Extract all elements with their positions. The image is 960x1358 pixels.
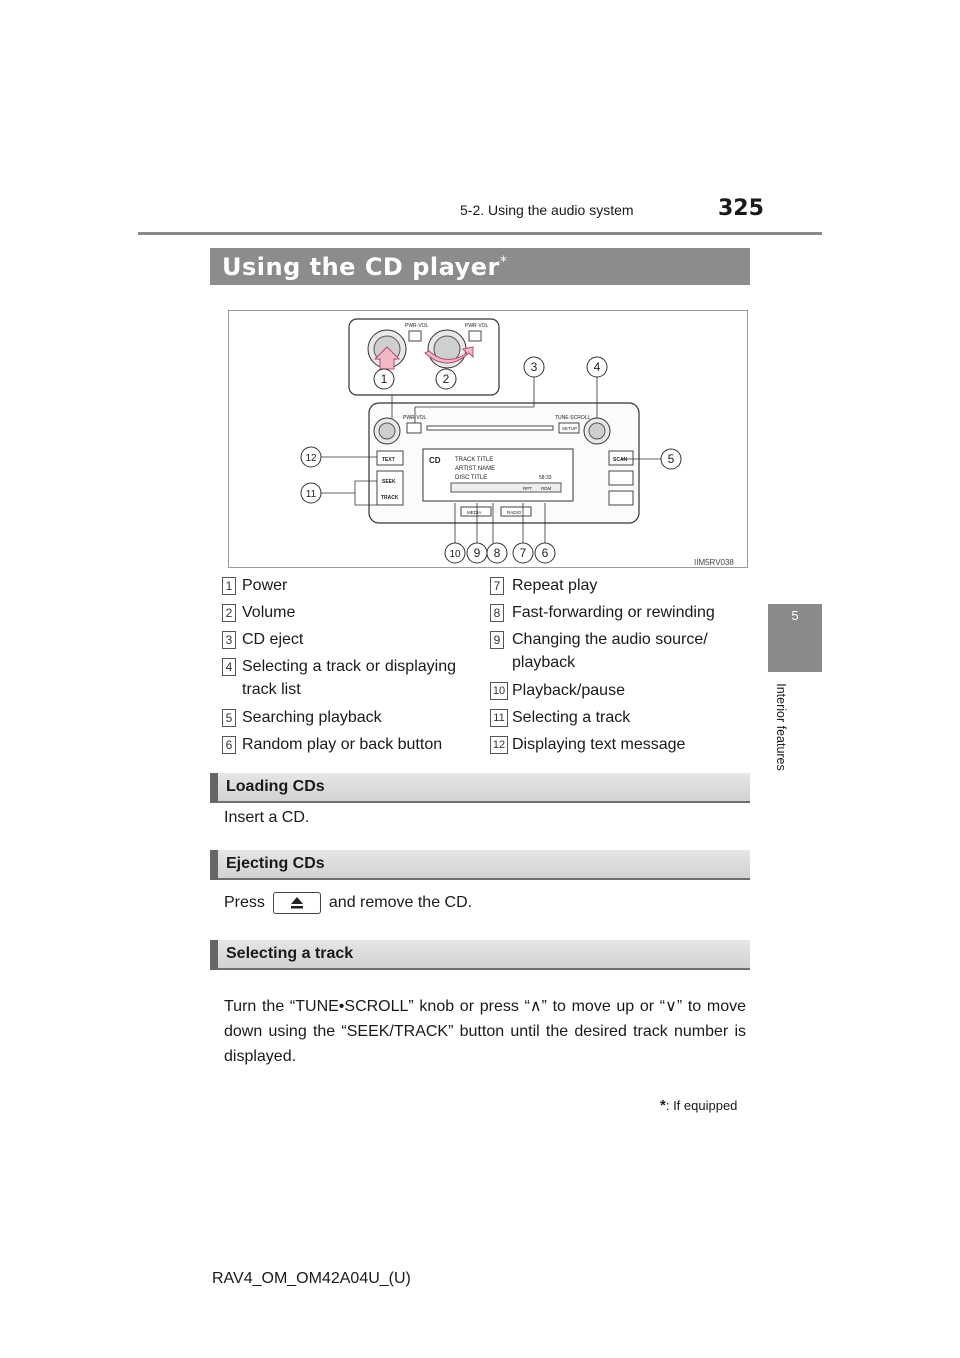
footnote [660,1097,737,1114]
callout-7-text: 7 [519,546,527,560]
callout-1-text: 1 [380,372,388,386]
legend-text-9: Changing the audio source/ playback [512,631,708,671]
document-code: RAV4_OM_OM42A04U_(U) [212,1270,411,1287]
callout-5-text: 5 [667,452,675,466]
section-header: 5-2. Using the audio system [460,202,634,218]
legend-text-12: Displaying text message [512,736,686,753]
legend-text-11: Selecting a track [512,709,631,726]
phone-hangup-button [609,491,633,505]
legend-num-5: 5 [222,709,236,727]
display-rdm: RDM [541,486,552,491]
display-artist-name: ARTIST NAME [455,466,496,472]
footnote-marker: * [660,1097,666,1114]
seek-label: SEEK [382,479,396,485]
legend-num-2: 2 [222,604,236,622]
legend-text-3: CD eject [242,631,304,648]
media-label: MEDIA [467,510,482,515]
ejecting-cds-text [224,890,472,915]
selecting-track-heading [210,940,750,970]
callout-4-text: 4 [593,360,601,374]
legend-num-12: 12 [490,736,508,754]
callout-6-text: 6 [541,546,549,560]
legend-num-7: 7 [490,577,504,595]
setup-label: SETUP [562,426,578,431]
audio-panel-illustration [229,311,747,567]
eject-button-glyph [273,892,321,914]
ejecting-cds-heading-text: Ejecting CDs [226,855,325,872]
selecting-track-text: Turn the “TUNE•SCROLL” knob or press “∧” to move up or “∨” to move down using the “SEEK/TRACK” button until the desired track number is displayed. [224,998,746,1065]
eject-text-after: and remove the CD. [328,894,473,911]
legend-text-2: Volume [242,604,296,621]
chapter-number: 5 [791,608,799,623]
legend-num-6: 6 [222,736,236,754]
display-source: CD [429,456,441,465]
page-title-text: Using the CD player [222,253,500,281]
legend-text-10: Playback/pause [512,682,625,699]
display-disc-title: DISC TITLE [455,475,488,481]
legend-text-5: Searching playback [242,709,382,726]
callout-9-text: 9 [473,546,481,560]
callout-2-text: 2 [442,372,450,386]
legend-text-8: Fast-forwarding or rewinding [512,604,715,621]
eject-icon [274,893,320,913]
text-label: TEXT [382,457,395,463]
loading-cds-text: Insert a CD. [224,809,310,826]
page-title [210,248,750,285]
callout-12-text: 12 [305,453,317,464]
footnote-text: : If equipped [665,1098,738,1113]
cd-slot [427,426,553,430]
ejecting-cds-heading [210,850,750,880]
eject-button-graphic [407,423,421,433]
legend-num-3: 3 [222,631,236,649]
scan-label: SCAN [613,457,628,463]
cd-player-figure [228,310,748,568]
callout-3-text: 3 [530,360,538,374]
legend-num-1: 1 [222,577,236,595]
inset-pwr-label-1: PWR·VOL [405,323,429,329]
loading-cds-heading [210,773,750,803]
chapter-label-text: Interior features [774,683,788,771]
legend-text-4: Selecting a track or displaying track list [242,658,456,698]
tune-scroll-label: TUNE·SCROLL [555,415,591,421]
legend-num-9: 9 [490,631,504,649]
legend-num-11: 11 [490,709,508,727]
callout-8-text: 8 [493,546,501,560]
callout-10-text: 10 [449,549,461,560]
callout-11-text: 11 [305,489,317,500]
display-track-title: TRACK TITLE [455,457,494,463]
figure-code: IIM5RV038 [694,558,734,567]
pwr-vol-label: PWR·VOL [403,415,427,421]
selecting-track-heading-text: Selecting a track [226,945,354,962]
display-time: 58:33 [539,475,552,481]
phone-pickup-button [609,471,633,485]
chapter-tab [768,604,822,672]
header-rule [138,232,822,235]
page-number: 325 [718,196,764,221]
chapter-label [770,680,796,790]
legend-num-8: 8 [490,604,504,622]
display-rpt: RPT [523,486,532,491]
legend-num-4: 4 [222,658,236,676]
legend-num-10: 10 [490,682,508,700]
loading-cds-heading-text: Loading CDs [226,778,325,795]
inset-pwr-label-2: PWR·VOL [465,323,489,329]
legend-text-1: Power [242,577,288,594]
eject-text-before: Press [224,894,265,911]
legend-text-6: Random play or back button [242,736,443,753]
track-label: TRACK [381,495,399,501]
radio-label: RADIO [507,510,522,515]
title-marker: * [499,254,508,270]
legend-text-7: Repeat play [512,577,598,594]
